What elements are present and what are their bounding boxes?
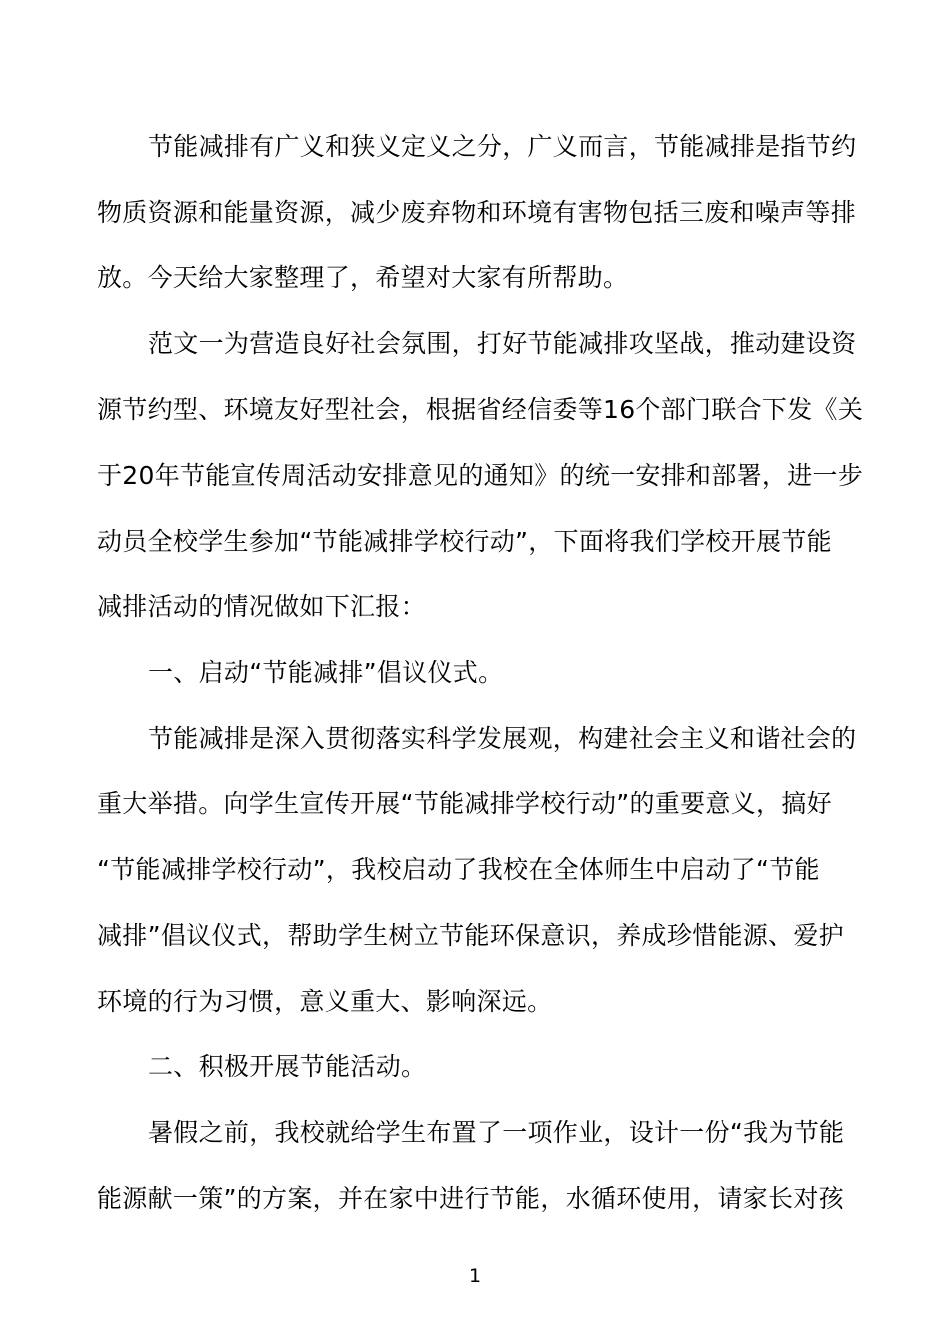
paragraph-2-line-4: 动员全校学生参加“节能减排学校行动”，下面将我们学校开展节能 [97,527,832,556]
paragraph-4-line-1: 暑假之前，我校就给学生布置了一项作业，设计一份“我为节能 [148,1118,845,1147]
section-heading-1: 一、启动“节能减排”倡议仪式。 [148,658,504,687]
paragraph-3-line-3: “节能减排学校行动”，我校启动了我校在全体师生中启动了“节能 [97,855,820,884]
paragraph-3-line-2: 重大举措。向学生宣传开展“节能减排学校行动”的重要意义，搞好 [97,789,832,818]
paragraph-2-line-5: 减排活动的情况做如下汇报： [97,592,426,621]
paragraph-1-line-3: 放。今天给大家整理了，希望对大家有所帮助。 [97,263,629,292]
paragraph-3-line-5: 环境的行为习惯，意义重大、影响深远。 [97,987,553,1016]
paragraph-3-line-1: 节能减排是深入贯彻落实科学发展观，构建社会主义和谐社会的 [148,724,857,753]
paragraph-2-line-2: 源节约型、环境友好型社会，根据省经信委等16个部门联合下发《关 [97,395,864,424]
paragraph-4-line-2: 能源献一策”的方案，并在家中进行节能，水循环使用，请家长对孩 [97,1184,844,1213]
paragraph-3-line-4: 减排”倡议仪式，帮助学生树立节能环保意识，养成珍惜能源、爱护 [97,921,844,950]
section-heading-2: 二、积极开展节能活动。 [148,1052,427,1081]
paragraph-2-line-3: 于20年节能宣传周活动安排意见的通知》的统一安排和部署，进一步 [97,461,864,490]
paragraph-1-line-1: 节能减排有广义和狭义定义之分，广义而言，节能减排是指节约 [148,132,857,161]
paragraph-1-line-2: 物质资源和能量资源，减少废弃物和环境有害物包括三废和噪声等排 [97,198,857,227]
page-number: 1 [468,1265,482,1287]
paragraph-2-line-1: 范文一为营造良好社会氛围，打好节能减排攻坚战，推动建设资 [148,329,857,358]
